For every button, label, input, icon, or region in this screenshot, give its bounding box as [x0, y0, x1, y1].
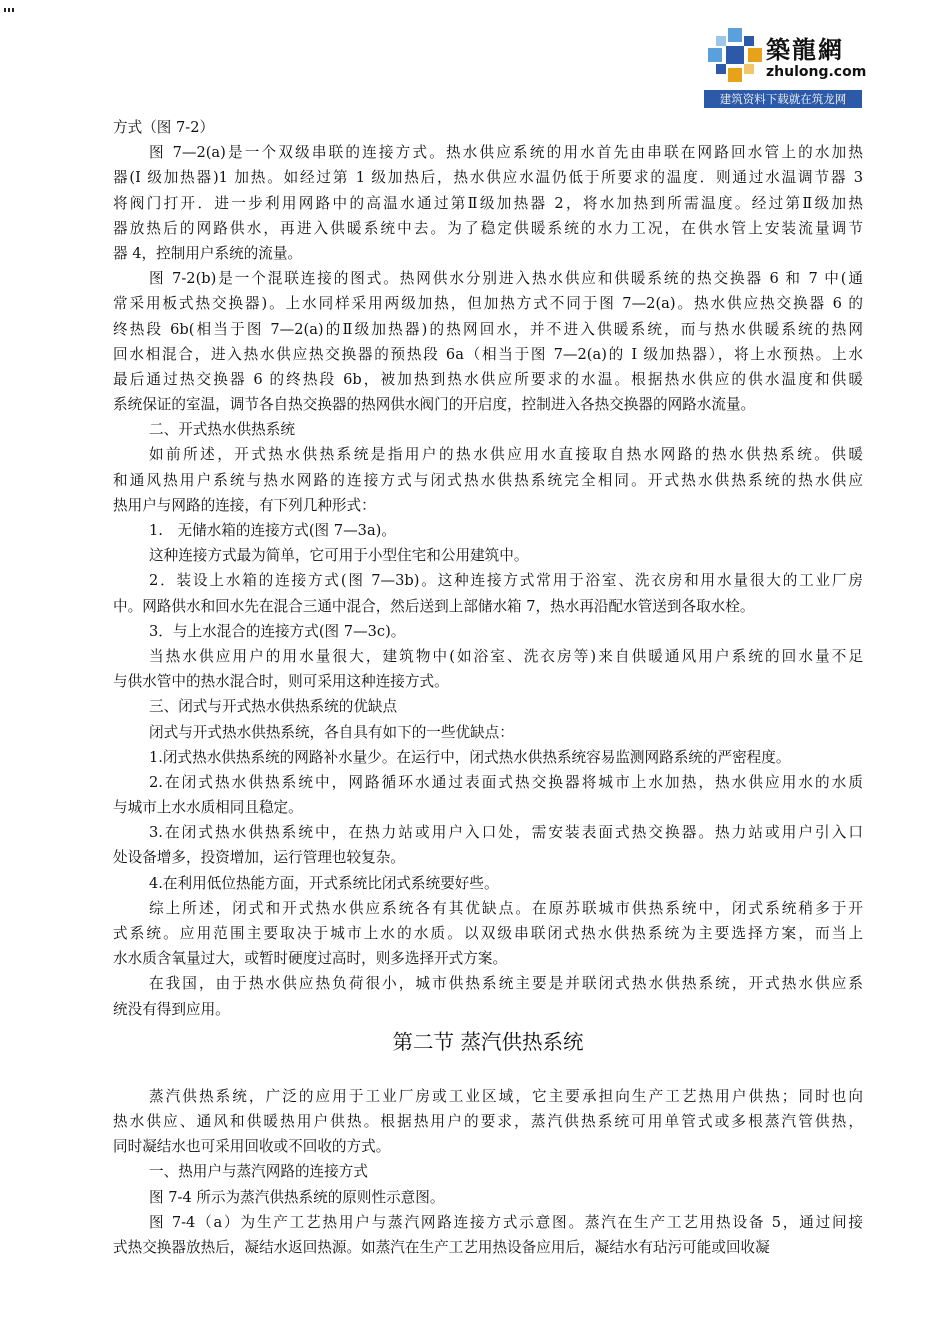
paragraph [113, 1084, 863, 1160]
text-line: 热用户与网路的连接，有下列几种形式： [113, 496, 376, 514]
text-line: 回水相混合，进入热水供应热交换器的预热段 6a（相当于图 7—2(a)的 I 级加热器），将上水预热。上水 [113, 345, 863, 363]
text-line: 图 7-4（a）为生产工艺热用户与蒸汽网路连接方式示意图。蒸汽在生产工艺用热设备 5，通过间接 [149, 1213, 863, 1231]
zhulong-logo [704, 22, 867, 108]
paragraph [113, 971, 863, 1021]
logo-slogan: 建筑资料下载就在筑龙网 [704, 90, 862, 108]
text-line: 如前所述，开式热水供热系统是指用户的热水供应用水直接取自热水网路的热水供热系统。供暖 [149, 446, 863, 464]
text-line: 一、热用户与蒸汽网路的连接方式 [149, 1163, 368, 1181]
paragraph [113, 619, 863, 644]
text-line: 器放热后的网路供水，再进入供暖系统中去。为了稳定供暖系统的水力工况，在供水管上安装流量调节 [113, 219, 863, 237]
paragraph [113, 820, 863, 870]
paragraph [113, 543, 863, 568]
text-line: 3.在闭式热水供热系统中，在热力站或用户入口处，需安装表面式热交换器。热力站或用户引入口 [149, 824, 863, 842]
paragraph [113, 720, 863, 745]
paragraph [113, 518, 863, 543]
text-line: 将阀门打开．进一步利用网路中的高温水通过第Ⅱ级加热器 2，将水加热到所需温度。经过第Ⅱ级加热 [113, 194, 863, 212]
text-line: 闭式与开式热水供热系统，各自具有如下的一些优缺点： [149, 723, 514, 741]
text-line: 综上所述，闭式和开式热水供应系统各有其优缺点。在原苏联城市供热系统中，闭式系统稍多于开 [149, 899, 863, 917]
text-line: 式系统。应用范围主要取决于城市上水的水质。以双级串联闭式热水供热系统为主要选择方案，而当上 [113, 925, 863, 942]
section-title: 第二节 蒸汽供热系统 [392, 1029, 584, 1054]
text-part-2 [113, 1084, 863, 1260]
text-line: 蒸汽供热系统，广泛的应用于工业厂房或工业区域，它主要承担向生产工艺热用户供热；同时也向 [149, 1087, 863, 1105]
paragraph [113, 115, 863, 140]
text-line: 终热段 6b(相当于图 7—2(a)的Ⅱ级加热器)的热网回水，并不进入供暖系统，而与热水供暖系统的热网 [113, 320, 863, 338]
text-line: 热水供应、通风和供暖热用户供热。根据热用户的要求，蒸汽供热系统可用单管式或多根蒸汽管供热， [113, 1112, 863, 1130]
text-line: 3．与上水混合的连接方式(图 7—3c)。 [149, 622, 406, 640]
paragraph [113, 694, 863, 719]
paragraph [113, 644, 863, 694]
text-line: 4.在利用低位热能方面，开式系统比闭式系统要好些。 [149, 874, 499, 892]
text-line: 2.在闭式热水供热系统中，网路循环水通过表面式热交换器将城市上水加热，热水供应用水的水质 [149, 773, 863, 791]
paragraph [113, 140, 863, 266]
text-line: 器 4，控制用户系统的流量。 [113, 244, 303, 262]
cube-logo-icon [706, 26, 764, 84]
text-line: 式热交换器放热后，凝结水返回热源。如蒸汽在生产工艺用热设备应用后，凝结水有玷污可能或回收凝 [113, 1238, 770, 1256]
text-line: 中。网路供水和回水先在混合三通中混合，然后送到上部储水箱 7，热水再沿配水管送到各取水栓。 [113, 597, 755, 615]
paragraph [113, 770, 863, 820]
paragraph [113, 568, 863, 618]
paragraph [113, 266, 863, 417]
text-line: 2．装设上水箱的连接方式(图 7—3b)。这种连接方式常用于浴室、洗衣房和用水量很大的工业厂房 [149, 572, 863, 590]
text-line: 系统保证的室温，调节各自热交换器的热网供水阀门的开启度，控制进入各热交换器的网路水流量。 [113, 396, 756, 414]
text-line: 二、开式热水供热系统 [149, 421, 295, 439]
text-part-1 [113, 115, 863, 1022]
document-body [113, 115, 863, 1260]
text-line: 1.闭式热水供热系统的网路补水量少。在运行中，闭式热水供热系统容易监测网路系统的严密程度。 [149, 748, 791, 766]
text-line: 和通风热用户系统与热水网路的连接方式与闭式热水供热系统完全相同。开式热水供热系统的热水供应 [113, 471, 863, 489]
text-line: 图 7-4 所示为蒸汽供热系统的原则性示意图。 [149, 1188, 445, 1206]
text-line: 图 7—2(a)是一个双级串联的连接方式。热水供应系统的用水首先由串联在网路回水管上的水加热 [149, 144, 863, 162]
paragraph [113, 745, 863, 770]
text-line: 水水质含氧量过大，或暂时硬度过高时，则多选择开式方案。 [113, 950, 508, 968]
paragraph [113, 1185, 863, 1210]
text-line: 常采用板式热交换器)。上水同样采用两级加热，但加热方式不同于图 7—2(a)。热水供应热交换器 6 的 [113, 295, 863, 313]
paragraph [113, 417, 863, 442]
text-line: 最后通过热交换器 6 的终热段 6b，被加热到热水供应所要求的水温。根据热水供应的供水温度和供暖 [113, 370, 863, 388]
corner-mark [4, 8, 14, 12]
text-line: 器(I 级加热器)1 加热。如经过第 1 级加热后，热水供应水温仍低于所要求的温度．则通过水温调节器 3 [113, 169, 863, 187]
logo-chinese-name: 築龍網 [766, 36, 844, 64]
text-line: 当热水供应用户的用水量很大，建筑物中(如浴室、洗衣房等)来自供暖通风用户系统的回水量不足 [149, 647, 863, 665]
text-line: 在我国，由于热水供应热负荷很小，城市供热系统主要是并联闭式热水供热系统，开式热水供应系 [149, 975, 863, 993]
text-line: 统没有得到应用。 [113, 1000, 230, 1018]
text-line: 与供水管中的热水混合时，则可采用这种连接方式。 [113, 673, 449, 691]
paragraph [113, 1210, 863, 1260]
text-line: 三、闭式与开式热水供热系统的优缺点 [149, 698, 398, 716]
paragraph [113, 896, 863, 972]
logo-domain: zhulong.com [766, 64, 867, 80]
text-line: 1. 无储水箱的连接方式(图 7—3a)。 [149, 522, 396, 539]
text-line: 这种连接方式最为简单，它可用于小型住宅和公用建筑中。 [149, 547, 529, 565]
text-line: 与城市上水水质相同且稳定。 [113, 799, 303, 817]
paragraph [113, 1159, 863, 1184]
text-line: 方式（图 7-2） [113, 119, 215, 136]
text-line: 处设备增多，投资增加，运行管理也较复杂。 [113, 849, 405, 867]
text-line: 同时凝结水也可采用回收或不回收的方式。 [113, 1138, 391, 1156]
paragraph [113, 442, 863, 518]
text-line: 图 7-2(b)是一个混联连接的图式。热网供水分别进入热水供应和供暖系统的热交换器 6 和 7 中(通 [149, 270, 863, 288]
paragraph [113, 871, 863, 896]
